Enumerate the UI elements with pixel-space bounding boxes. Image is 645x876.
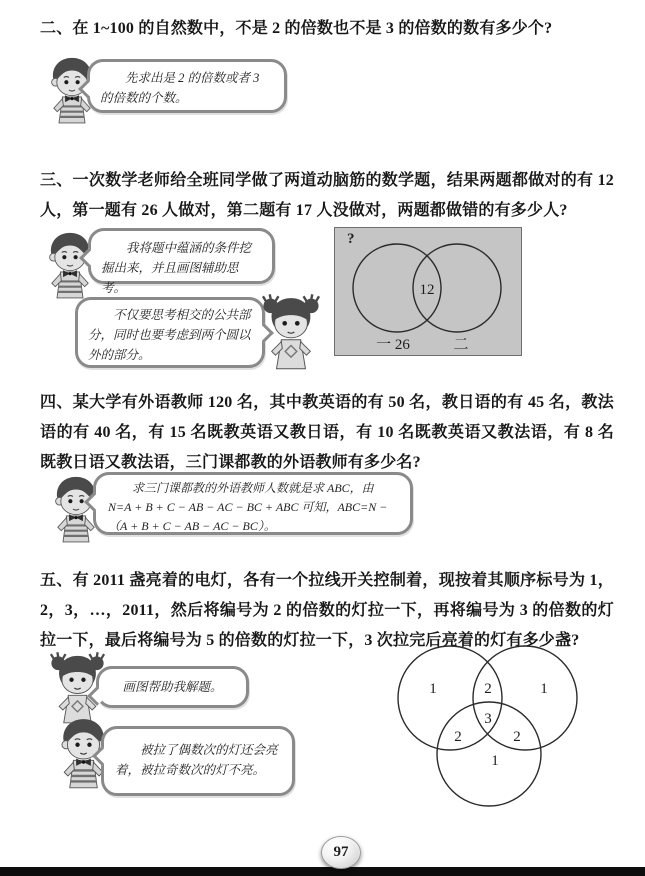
venn2-intersection-label: 12 [419, 282, 435, 298]
venn3-region-label: 2 [513, 729, 521, 745]
speech-bubble-5 [96, 666, 249, 708]
speech-bubble-1 [87, 59, 287, 113]
speech-bubble-text: 不仅要思考相交的公共部分，同时也要考虑到两个圆以外的部分。 [88, 308, 251, 362]
venn3-region-label: 1 [540, 681, 548, 697]
problem-2-text: 二、在 1~100 的自然数中，不是 2 的倍数也不是 3 的倍数的数有多少个? [40, 20, 553, 37]
venn3-graphic [393, 641, 583, 813]
page-number: 97 [333, 844, 349, 860]
speech-bubble-6 [101, 726, 295, 796]
venn3-region-label: 2 [454, 729, 462, 745]
speech-bubble-text: 先求出是 2 的倍数或者 3 的倍数的个数。 [100, 71, 260, 105]
girl-avatar-icon [262, 293, 320, 371]
problem-4-text: 四、某大学有外语教师 120 名，其中教英语的有 50 名，教日语的有 45 名，教法语的有 40 名，有 15 名既教英语又教日语，有 10 名既教英语又教法语，有 8 名既教日语又教法语，三门课都教的外语教师有多少名? [40, 394, 614, 471]
venn2-right-set-label: 二 [453, 337, 469, 353]
speech-bubble-text: 画图帮助我解题。 [122, 680, 223, 694]
speech-bubble-text: 被拉了偶数次的灯还会亮着，被拉奇数次的灯不亮。 [115, 743, 278, 777]
problem-3-text: 三、一次数学老师给全班同学做了两道动脑筋的数学题，结果两题都做对的有 12 人，第一题有 26 人做对，第二题有 17 人没做对，两题都做错的有多少人? [40, 172, 614, 219]
venn3-top-right-circle [473, 646, 577, 750]
venn2-universe-label: ? [347, 231, 355, 247]
speech-bubble-2 [88, 228, 275, 295]
speech-bubble-text: 我将题中蕴涵的条件挖掘出来，并且画图辅助思考。 [101, 241, 252, 295]
speech-bubble-4 [93, 472, 413, 535]
venn-diagram-two-circles [334, 227, 522, 356]
venn3-region-label: 1 [491, 753, 499, 769]
page-number-badge [321, 836, 361, 869]
speech-bubble-text: 求三门课都教的外语教师人数就是求 ABC，由 N=A + B + C − AB − AC − BC + ABC 可知，ABC=N −（A + B + C − AB − AC − BC）。 [108, 481, 388, 533]
venn3-region-label: 3 [484, 711, 492, 727]
page-bottom-bar [0, 867, 645, 876]
venn3-top-left-circle [398, 646, 502, 750]
venn2-left-set-label: 一 26 [376, 337, 410, 353]
problem-5-text: 五、有 2011 盏亮着的电灯，各有一个拉线开关控制着，现按着其顺序标号为 1，2，3，…，2011，然后将编号为 2 的倍数的灯拉一下，再将编号为 3 的倍数的灯拉一下，最后将编号为 5 的倍数的灯拉一下，3 次拉完后亮着的灯有多少盏? [40, 572, 614, 649]
venn2-graphic [335, 228, 520, 354]
venn-diagram-three-circles [393, 641, 583, 813]
speech-bubble-3 [75, 297, 265, 368]
venn3-region-label: 1 [429, 681, 437, 697]
venn3-region-label: 2 [484, 681, 492, 697]
